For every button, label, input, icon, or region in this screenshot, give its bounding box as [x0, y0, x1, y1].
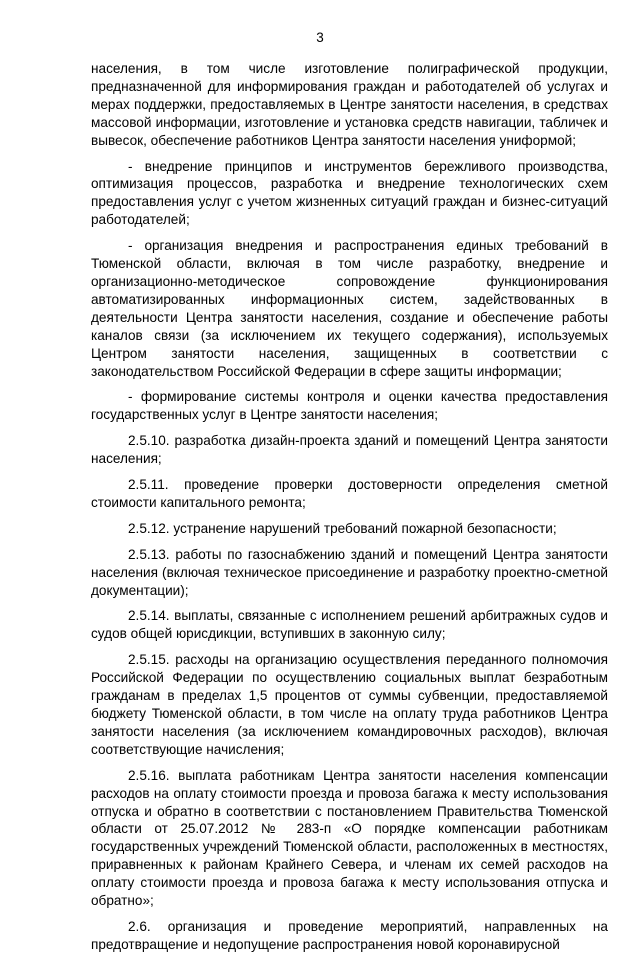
paragraph-2-5-14: 2.5.14. выплаты, связанные с исполнением решений арбитражных судов и судов общей юрисдикции, вступивших в законную силу; [91, 608, 608, 642]
paragraph-2-6: 2.6. организация и проведение мероприятий, направленных на предотвращение и недопущение распространения новой коронавирусной [91, 918, 608, 952]
paragraph-2-5-15: 2.5.15. расходы на организацию осуществления переданного полномочия Российской Федерации по осуществлению социальных выплат безработным гражданам в пределах 1,5 процентов от суммы субвенции, предоставляемой бюджету Тюменской области, в том числе на оплату труда работников Центра занятости населения (за исключением командировочных расходов), включая соответствующие начисления; [91, 652, 608, 757]
page-number: 3 [316, 30, 324, 45]
paragraph-2-5-16: 2.5.16. выплата работникам Центра занятости населения компенсации расходов на оплату стоимости проезда и провоза багажа к месту использования отпуска и обратно в соответствии с постановлением Правительства Тюменской области от 25.07.2012 № 283-п «О порядке компенсации работникам государственных учреждений Тюменской области, расположенных в местностях, приравненных к районам Крайнего Севера, и членам их семей расходов на оплату стоимости проезда и провоза багажа к месту использования отпуска и обратно»; [91, 767, 608, 909]
paragraph-2-5-12: 2.5.12. устранение нарушений требований пожарной безопасности; [128, 520, 557, 536]
document-body [91, 60, 608, 962]
paragraph-2-5-13: 2.5.13. работы по газоснабжению зданий и помещений Центра занятости населения (включая техническое присоединение и разработку проектно-сметной документации); [91, 546, 608, 598]
paragraph-2-5-10: 2.5.10. разработка дизайн-проекта зданий и помещений Центра занятости населения; [91, 433, 608, 467]
paragraph-unified-requirements: - организация внедрения и распространения единых требований в Тюменской области, включая в том числе разработку, внедрение и организационно-методическое сопровождение функционирования автоматизированных информационных систем, задействованных в деятельности Центра занятости населения, создание и обеспечение работы каналов связи (за исключением их текущего содержания), используемых Центром занятости населения, защищенных в соответствии с законодательством Российской Федерации в сфере защиты информации; [91, 238, 608, 379]
paragraph-quality-control: - формирование системы контроля и оценки качества предоставления государственных услуг в Центре занятости населения; [91, 389, 608, 423]
paragraph-lean-production: - внедрение принципов и инструментов бережливого производства, оптимизация процессов, разработка и внедрение технологических схем предоставления услуг с учетом жизненных ситуаций граждан и бизнес-ситуаций работодателей; [91, 158, 608, 228]
paragraph-2-5-11: 2.5.11. проведение проверки достоверности определения сметной стоимости капитального ремонта; [91, 477, 608, 510]
paragraph-continuation: населения, в том числе изготовление полиграфической продукции, предназначенной для информирования граждан и работодателей об услугах и мерах поддержки, предоставляемых в Центре занятости населения, в средствах массовой информации, изготовление и установка средств навигации, табличек и вывесок, обеспечение работников Центра занятости населения униформой; [91, 61, 608, 148]
